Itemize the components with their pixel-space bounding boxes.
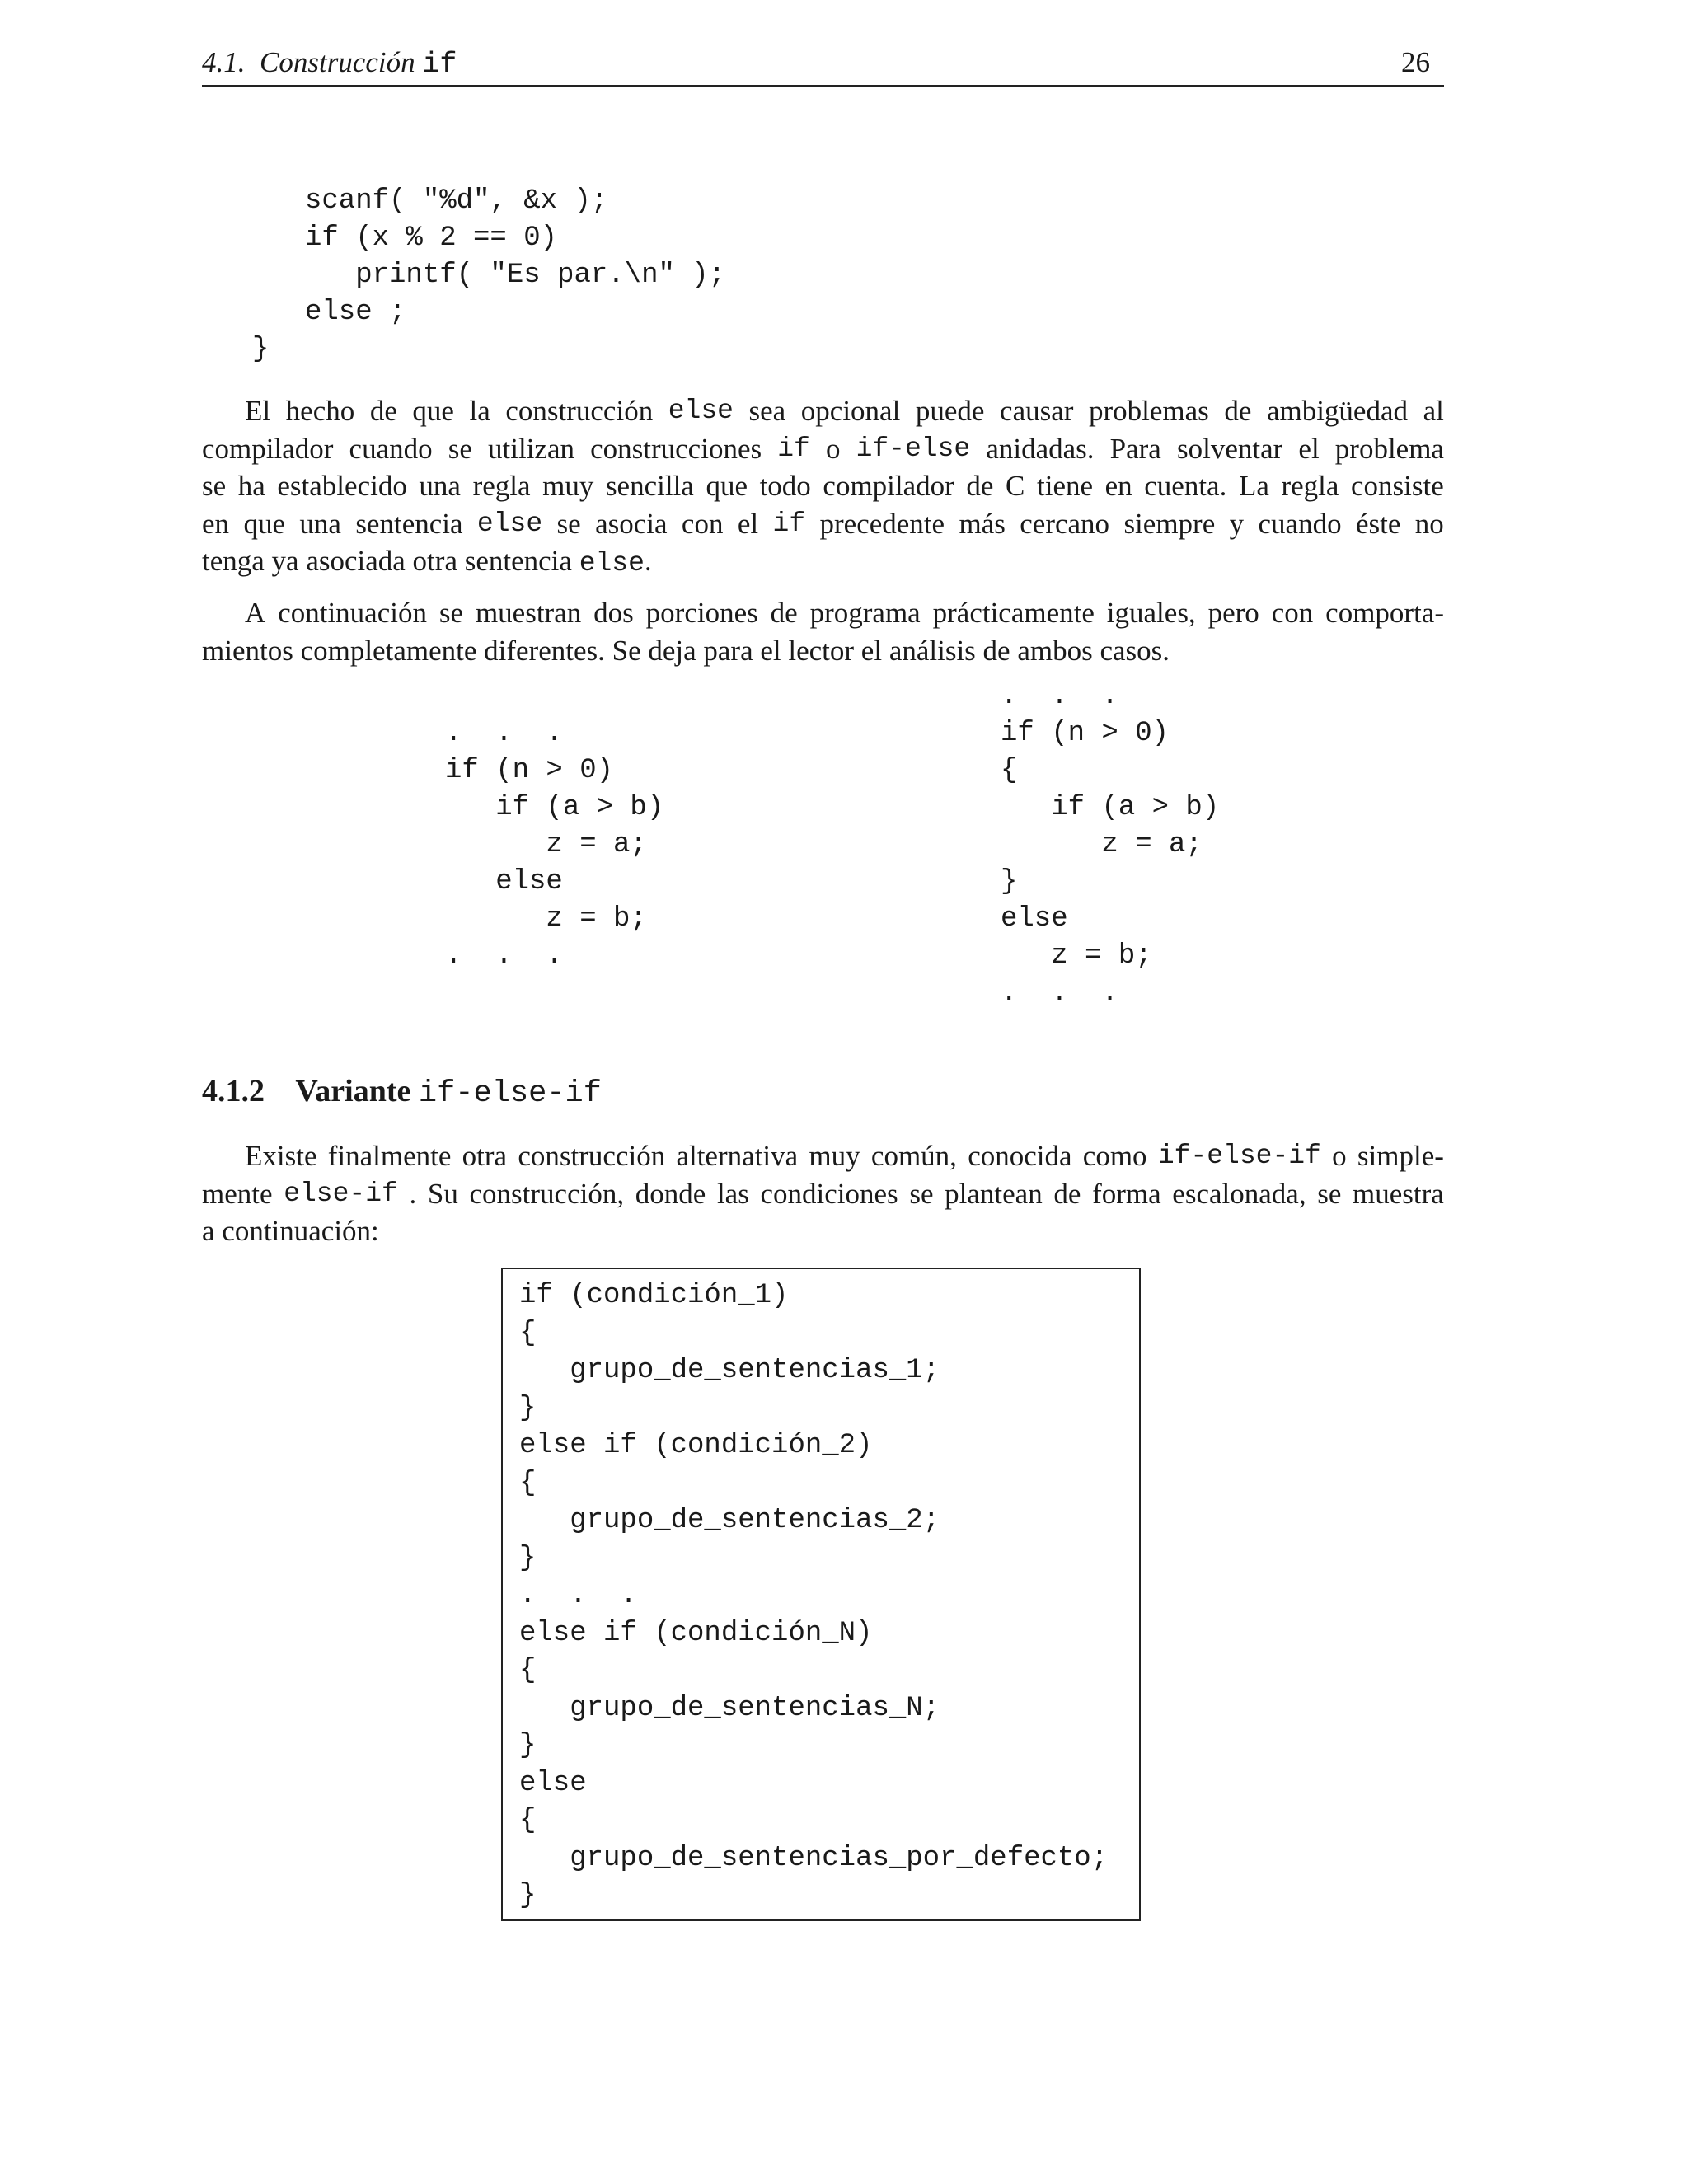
code-line: else [1001,903,1068,935]
boxed-code-line: } [519,1542,537,1574]
header-section-title: Construcción [260,46,415,78]
paragraph-line: tenga ya asociada otra sentencia else. [202,545,652,579]
paragraph-else-if-intro [202,1137,1444,1250]
code-line: z = a; [1001,829,1203,860]
boxed-code-line: . . . [519,1580,637,1611]
code-line: . . . [445,718,563,749]
code-line: . . . [1001,977,1118,1009]
header-section-number: 4.1. [202,46,246,78]
paragraph-line: Existe finalmente otra construcción alternativa muy común, conocida como if-else-if o simple- [245,1140,1444,1172]
boxed-code-line: } [519,1880,537,1911]
boxed-code-line: { [519,1805,537,1836]
boxed-code-line: if (condición_1) [519,1280,789,1311]
header-rule [202,85,1444,87]
paragraph-two-programs [202,594,1444,669]
code-line: z = b; [445,903,647,935]
section-number: 4.1.2 [202,1074,265,1108]
boxed-code-line: } [519,1392,537,1424]
code-line: z = a; [445,829,647,860]
code-line: printf( "Es par.\n" ); [305,260,726,291]
paragraph-line: A continuación se muestran dos porciones de programa prácticamente iguales, pero con comporta- [245,597,1444,629]
paragraph-line: mientos completamente diferentes. Se deja para el lector el análisis de ambos casos. [202,634,1170,667]
paragraph-line: compilador cuando se utilizan construcciones if o if-else anidadas. Para solventar el problema [202,432,1444,465]
boxed-code-line: grupo_de_sentencias_por_defecto; [519,1842,1109,1874]
boxed-code-line: } [519,1730,537,1761]
page-number: 26 [1401,46,1430,78]
code-line: } [1001,866,1018,898]
boxed-code-line: { [519,1317,537,1349]
else-if-syntax-box [501,1268,1141,1921]
paragraph-else-ambiguity [202,392,1444,580]
paragraph-line: se ha establecido una regla muy sencilla que todo compilador de C tiene en cuenta. La regla consiste [202,470,1444,502]
code-line: } [252,334,270,365]
code-line: { [1001,755,1018,786]
code-line: else ; [305,297,406,328]
code-line: z = b; [1001,940,1152,972]
code-line: scanf( "%d", &x ); [305,185,608,217]
boxed-code-line: else if (condición_N) [519,1617,873,1649]
boxed-code-line: else [519,1767,587,1799]
paragraph-line: en que una sentencia else se asocia con el if precedente más cercano siempre y cuando éste no [202,507,1444,540]
code-line: if (x % 2 == 0) [305,223,558,254]
boxed-code-line: { [519,1655,537,1686]
section-heading [202,1073,602,1111]
section-title: Variante [295,1074,411,1108]
section-keyword: if-else-if [418,1076,602,1111]
boxed-code-line: grupo_de_sentencias_2; [519,1505,940,1536]
paragraph-line: a continuación: [202,1215,379,1247]
code-line: . . . [445,940,563,972]
boxed-code-line: grupo_de_sentencias_1; [519,1355,940,1386]
paragraph-line: El hecho de que la construcción else sea opcional puede causar problemas de ambigüedad al [245,395,1444,427]
code-line: if (n > 0) [1001,718,1170,749]
running-header [202,46,457,81]
code-line: else [445,866,563,898]
boxed-code-line: { [519,1467,537,1499]
paragraph-line: mente else-if . Su construcción, donde las condiciones se plantean de forma escalonada, se muestra [202,1177,1444,1210]
code-line: . . . [1001,681,1118,712]
code-line: if (a > b) [1001,792,1220,823]
boxed-code-line: else if (condición_2) [519,1430,873,1461]
code-line: if (a > b) [445,792,664,823]
boxed-code-line: grupo_de_sentencias_N; [519,1692,940,1724]
header-section-keyword: if [422,48,457,81]
code-line: if (n > 0) [445,755,614,786]
